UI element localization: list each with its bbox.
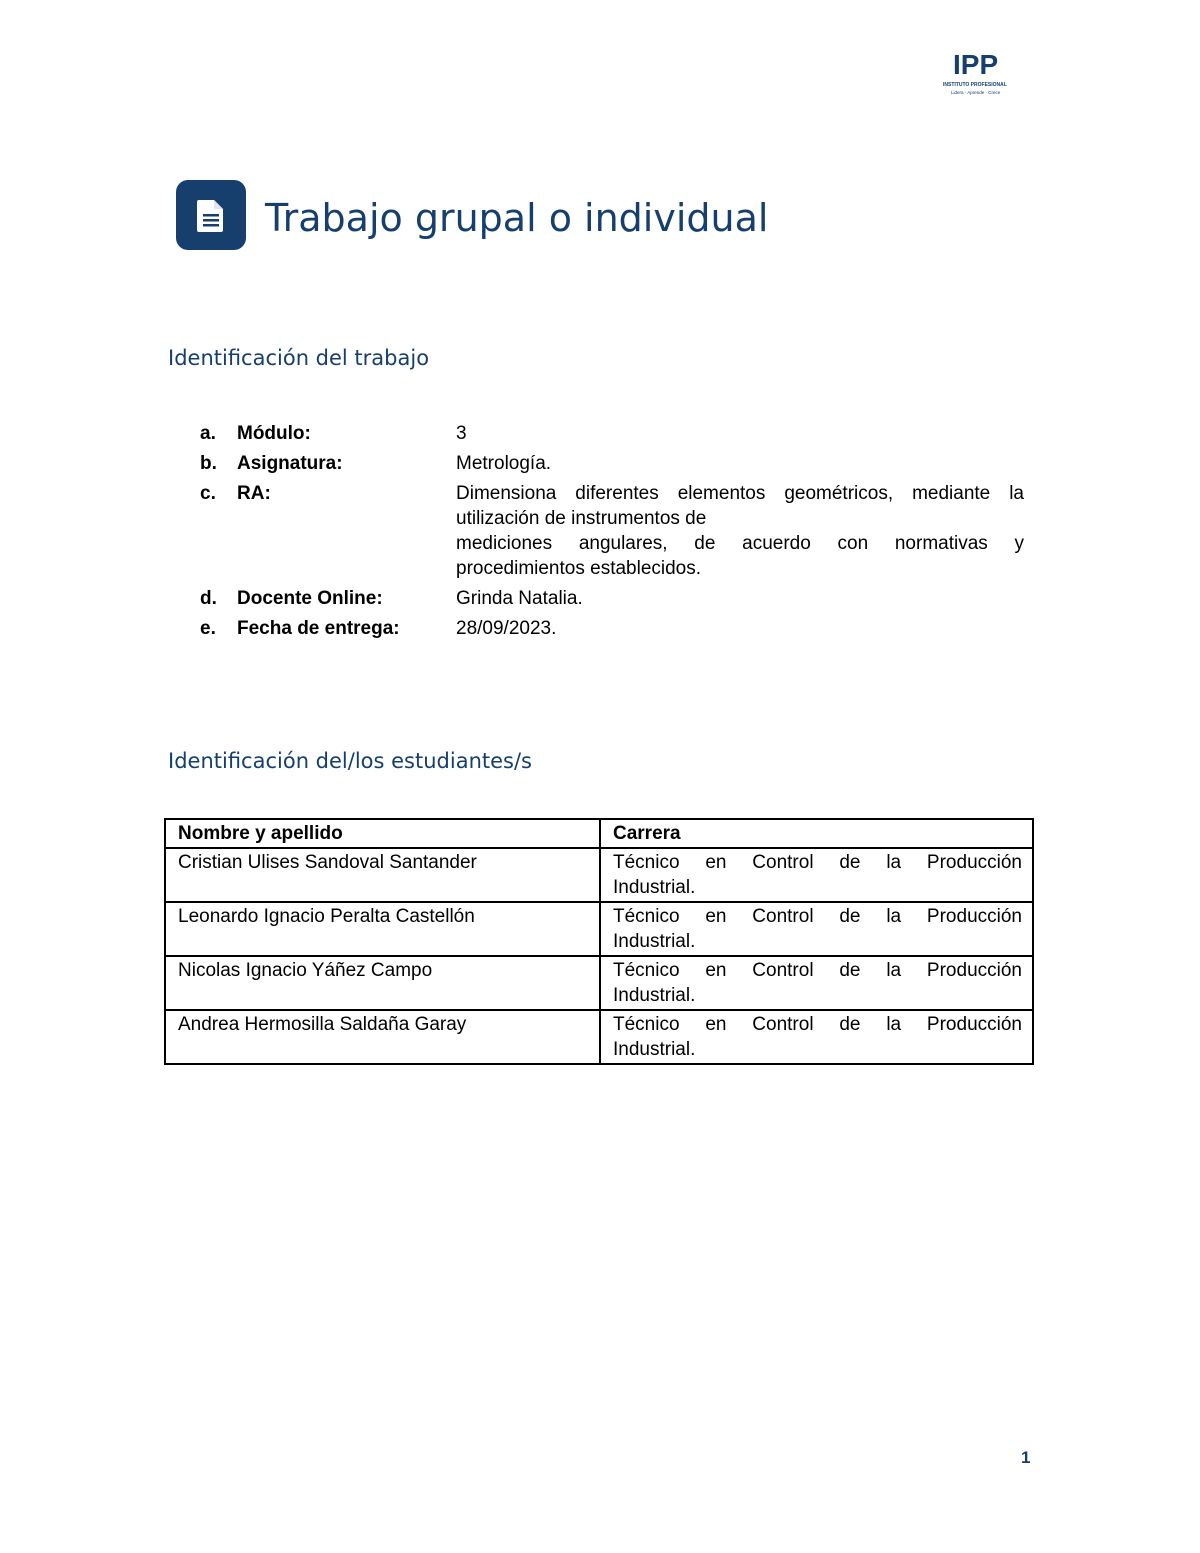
student-name: Leonardo Ignacio Peralta Castellón — [165, 902, 600, 956]
ra-line: mediciones angulares, de acuerdo con normativas y — [456, 533, 1024, 554]
logo-tagline: Lidera · Aprende · Crece — [951, 90, 1001, 95]
field-letter: d. — [200, 588, 217, 609]
table-row — [165, 956, 1033, 1010]
field-letter: e. — [200, 618, 216, 639]
field-label: Docente Online: — [237, 588, 383, 609]
ra-line: Dimensiona diferentes elementos geométricos, mediante la — [456, 483, 1024, 504]
logo-institution-text: INSTITUTO PROFESIONAL — [943, 82, 1007, 88]
column-header-name: Nombre y apellido — [165, 819, 600, 848]
career-line: Industrial. — [613, 1039, 696, 1060]
student-career — [600, 902, 1033, 956]
career-line: Técnico en Control de la Producción — [613, 906, 1022, 927]
career-line: Industrial. — [613, 985, 696, 1006]
ipp-logo — [943, 50, 1025, 100]
field-value: Grinda Natalia. — [456, 588, 583, 609]
field-row-asignatura — [200, 451, 1024, 476]
field-label: Asignatura: — [237, 453, 343, 474]
students-table — [164, 818, 1034, 1065]
table-row — [165, 1010, 1033, 1064]
field-row-ra — [200, 481, 1024, 581]
table-row — [165, 848, 1033, 902]
document-icon — [176, 180, 246, 250]
logo-mark: IPP — [953, 49, 999, 80]
student-career — [600, 956, 1033, 1010]
field-value: 28/09/2023. — [456, 618, 557, 639]
field-row-modulo — [200, 421, 1024, 446]
career-line: Industrial. — [613, 877, 696, 898]
student-name: Cristian Ulises Sandoval Santander — [165, 848, 600, 902]
section-heading-work-id: Identificación del trabajo — [168, 346, 430, 370]
table-row — [165, 902, 1033, 956]
field-label: Fecha de entrega: — [237, 618, 400, 639]
career-line: Técnico en Control de la Producción — [613, 1014, 1022, 1035]
field-value: Metrología. — [456, 453, 552, 474]
student-career — [600, 1010, 1033, 1064]
field-label: Módulo: — [237, 423, 311, 444]
field-label: RA: — [237, 483, 271, 504]
field-letter: b. — [200, 453, 217, 474]
page-number: 1 — [1021, 1448, 1031, 1467]
field-row-fecha — [200, 616, 1024, 641]
page-title: Trabajo grupal o individual — [265, 196, 769, 240]
field-letter: a. — [200, 423, 216, 444]
field-value-ra — [456, 481, 1024, 581]
student-name: Andrea Hermosilla Saldaña Garay — [165, 1010, 600, 1064]
career-line: Industrial. — [613, 931, 696, 952]
column-header-career: Carrera — [600, 819, 1033, 848]
work-identification-list — [200, 421, 1024, 646]
field-row-docente — [200, 586, 1024, 611]
field-letter: c. — [200, 483, 216, 504]
career-line: Técnico en Control de la Producción — [613, 852, 1022, 873]
student-name: Nicolas Ignacio Yáñez Campo — [165, 956, 600, 1010]
student-career — [600, 848, 1033, 902]
section-heading-students: Identificación del/los estudiantes/s — [168, 749, 532, 773]
field-value: 3 — [456, 423, 467, 444]
ra-line: procedimientos establecidos. — [456, 558, 702, 579]
career-line: Técnico en Control de la Producción — [613, 960, 1022, 981]
table-header-row — [165, 819, 1033, 848]
ra-line: utilización de instrumentos de — [456, 508, 707, 529]
